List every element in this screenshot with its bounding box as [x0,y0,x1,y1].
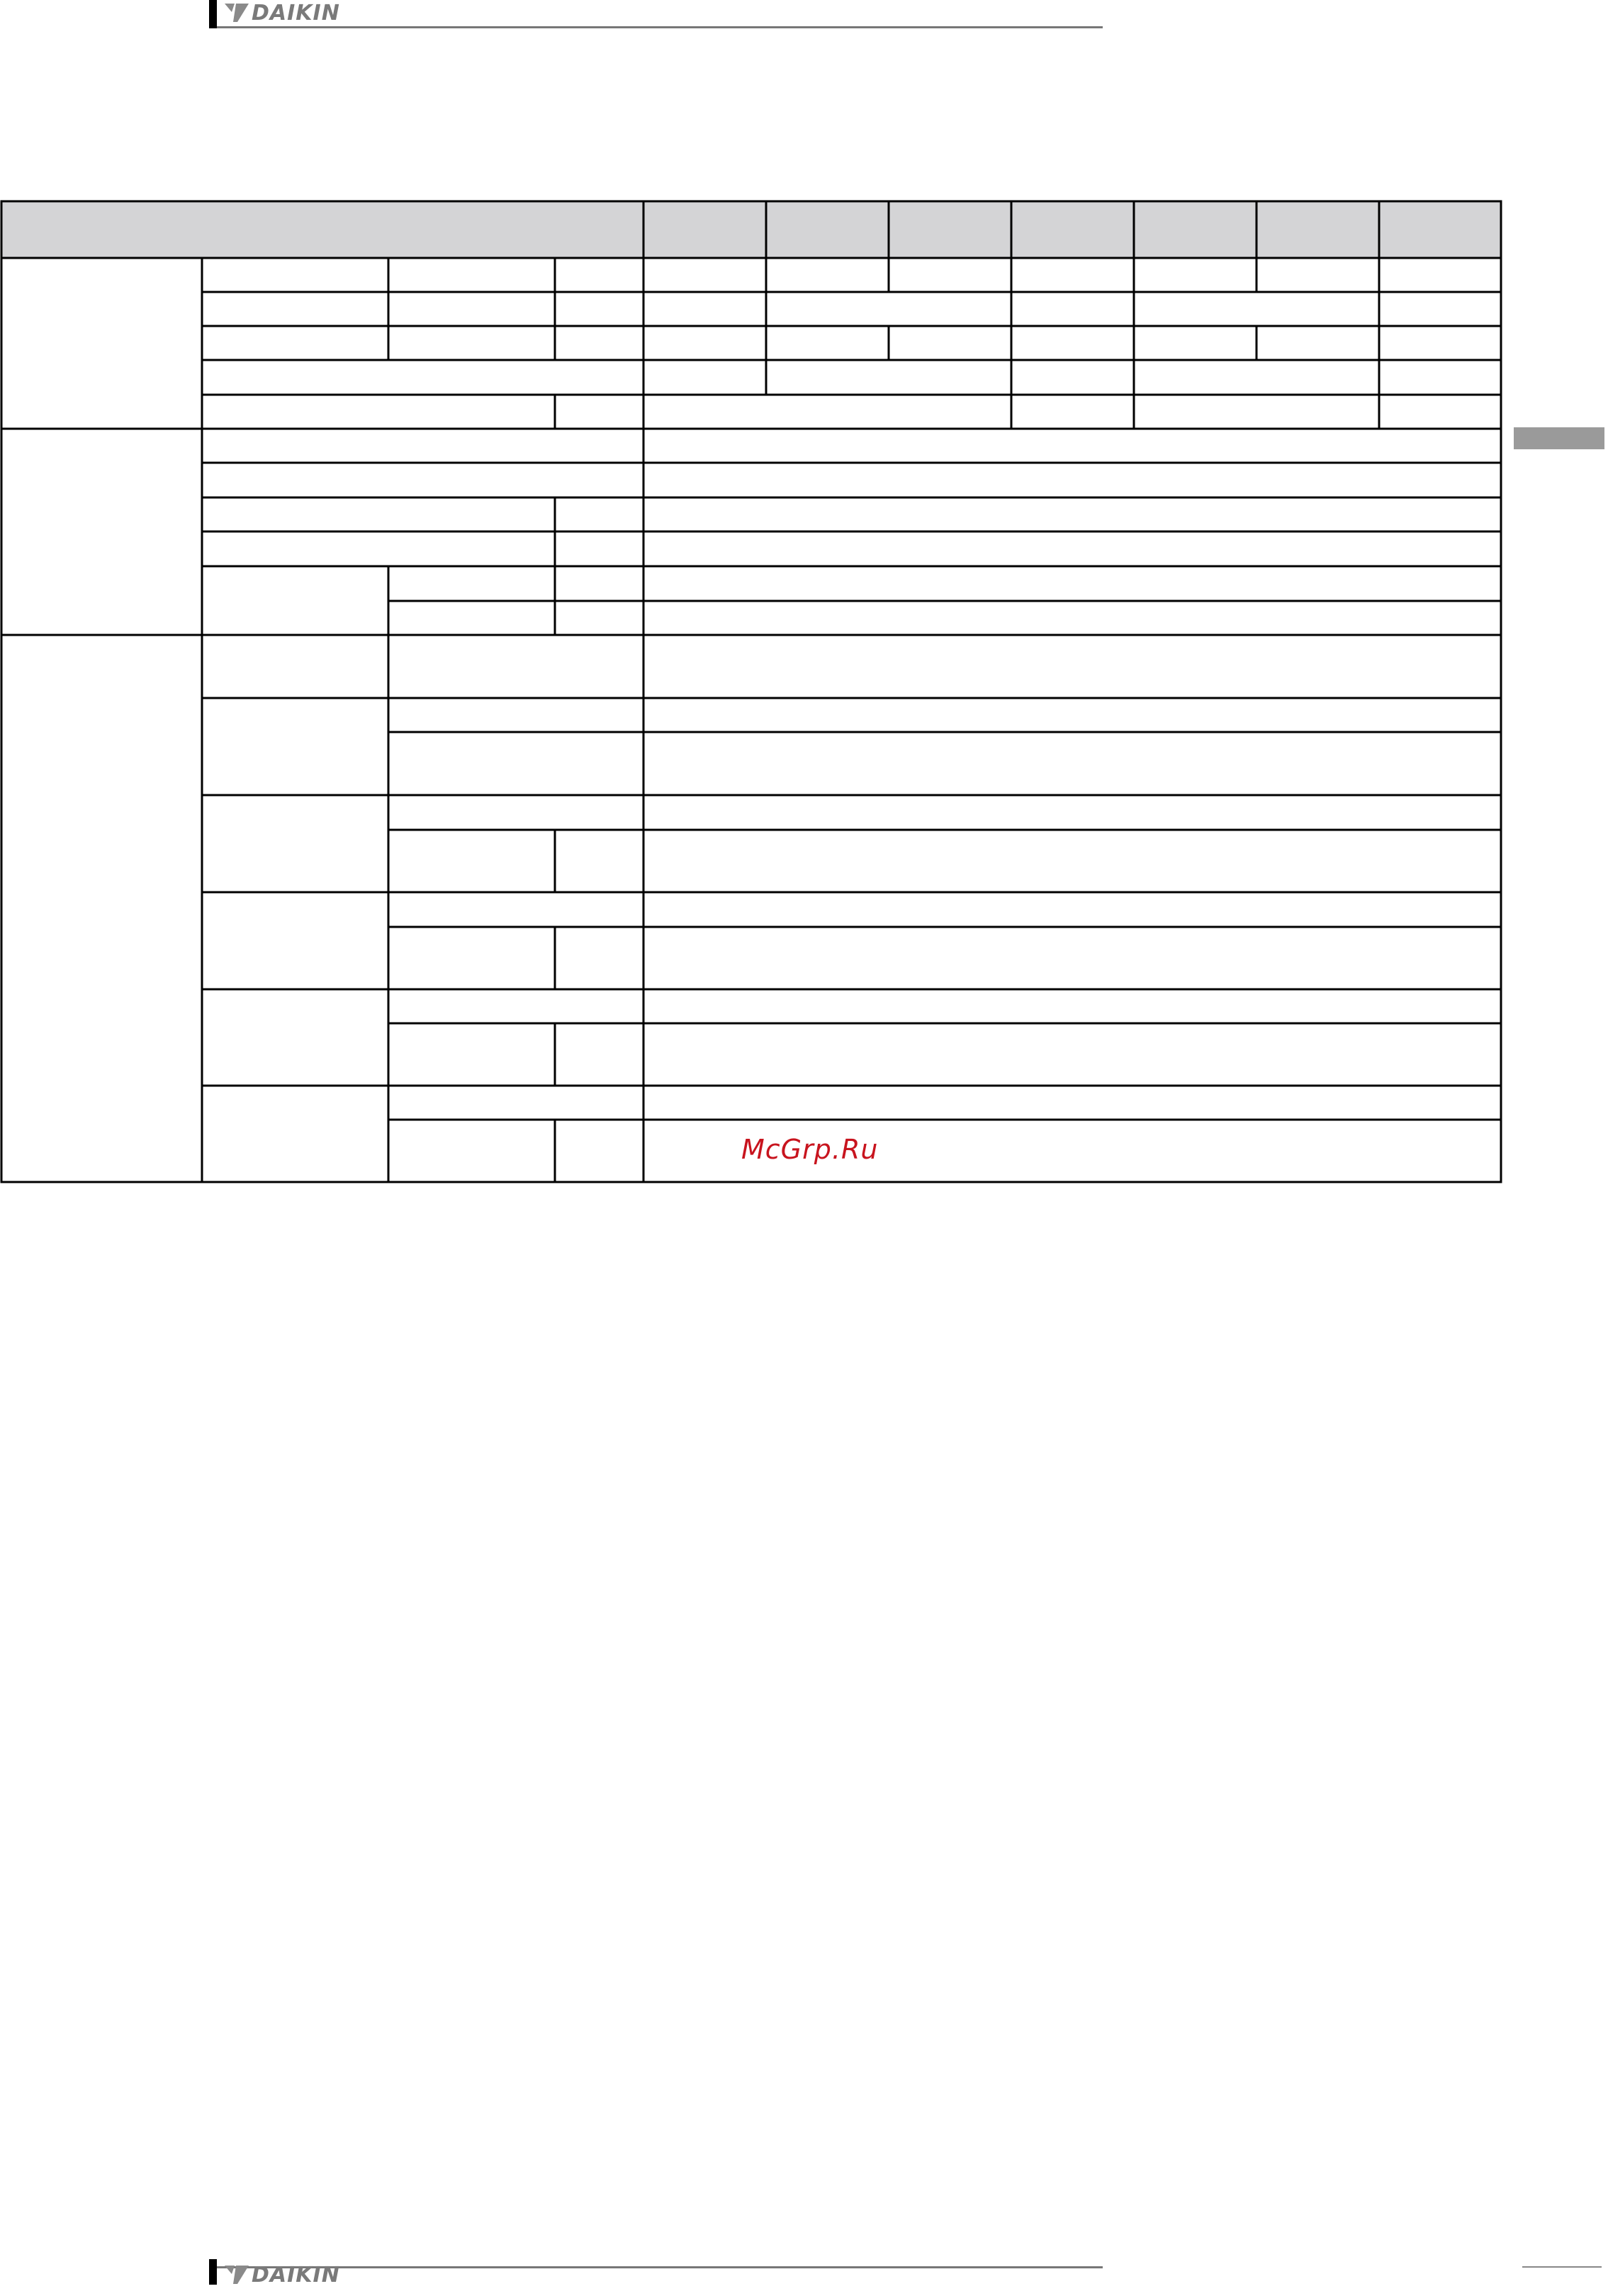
footer-brand-name: DAIKIN [252,2262,340,2287]
daikin-logo-icon [225,2264,249,2285]
brand-name: DAIKIN [252,0,340,26]
footer-rule [217,2266,1103,2268]
section-tab-marker [1514,427,1604,449]
brand-logo [225,0,340,26]
header-bar-mark [209,0,217,28]
page-header [209,0,1102,43]
footer-brand-logo [225,2262,340,2287]
footer-bar-mark [209,2259,217,2285]
table-grid [0,200,1502,1183]
specification-table [0,200,1502,1183]
table-header-row [1,201,1501,258]
page-footer [209,2253,1102,2296]
daikin-logo-icon [225,2,249,23]
header-rule [217,26,1103,28]
watermark-text: McGrp.Ru [741,1134,879,1165]
table-borders [1,201,1501,1182]
page-number-rule [1522,2266,1602,2268]
